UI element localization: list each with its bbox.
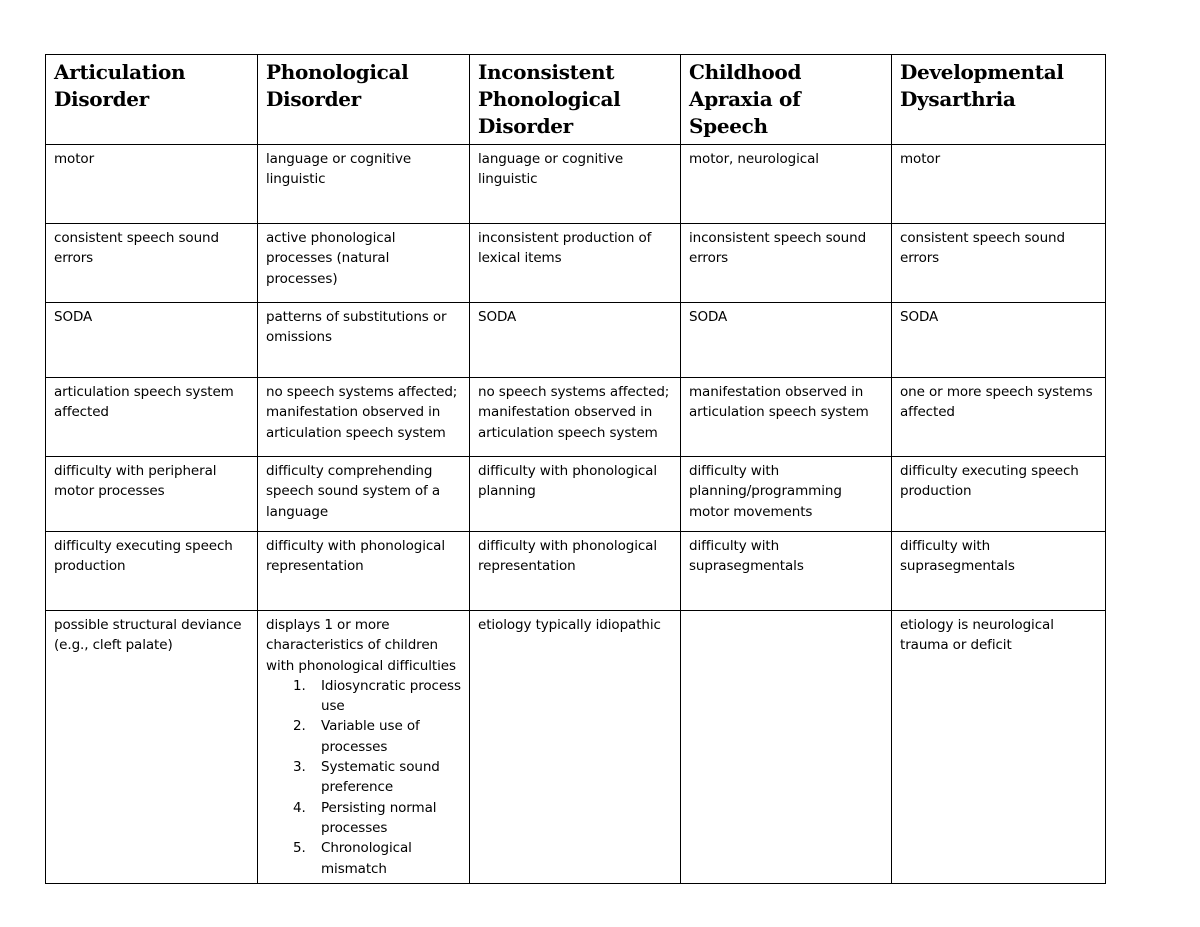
table-cell: active phonological processes (natural processes) [258, 224, 470, 303]
table-row [46, 145, 1106, 224]
table-cell: SODA [470, 303, 681, 378]
list-item-text: Variable use of processes [321, 718, 420, 755]
list-item-number: 3. [293, 759, 306, 776]
table-cell: language or cognitive linguistic [470, 145, 681, 224]
list-item-number: 4. [293, 799, 306, 816]
table-cell: motor [46, 145, 258, 224]
table-cell: difficulty with planning/programming motor movements [681, 457, 892, 532]
table-cell: difficulty executing speech production [892, 457, 1106, 532]
table-cell: motor, neurological [681, 145, 892, 224]
list-item-text: Idiosyncratic process use [321, 677, 461, 715]
header-row [46, 55, 1106, 145]
header-inconsistent-phonological-disorder: Inconsistent Phonological Disorder [470, 55, 681, 145]
table-cell: no speech systems affected; manifestation observed in articulation speech system [258, 378, 470, 457]
table-cell: etiology typically idiopathic [470, 611, 681, 884]
table-row [46, 378, 1106, 457]
header-developmental-dysarthria: Developmental Dysarthria [892, 55, 1106, 145]
table-cell: difficulty with phonological representation [258, 532, 470, 611]
table-cell: inconsistent production of lexical items [470, 224, 681, 303]
table-row [46, 532, 1106, 611]
table-cell: difficulty with peripheral motor processes [46, 457, 258, 532]
table-cell: articulation speech system affected [46, 378, 258, 457]
table-cell: SODA [681, 303, 892, 378]
table-cell: difficulty with phonological representation [470, 532, 681, 611]
table-cell: motor [892, 145, 1106, 224]
table-cell: difficulty with suprasegmentals [892, 532, 1106, 611]
characteristics-list [266, 676, 463, 879]
table-cell: difficulty with suprasegmentals [681, 532, 892, 611]
list-item [293, 757, 463, 798]
table-row [46, 303, 1106, 378]
table-cell: manifestation observed in articulation speech system [681, 378, 892, 457]
table-cell: difficulty executing speech production [46, 532, 258, 611]
table-cell: SODA [46, 303, 258, 378]
table-cell: SODA [892, 303, 1106, 378]
table-cell-with-list [258, 611, 470, 884]
table-cell: difficulty with phonological planning [470, 457, 681, 532]
list-item [293, 676, 463, 717]
table-row [46, 224, 1106, 303]
table-cell: consistent speech sound errors [46, 224, 258, 303]
header-articulation-disorder: Articulation Disorder [46, 55, 258, 145]
list-item-number: 2. [293, 718, 306, 735]
list-item [293, 838, 463, 879]
table-cell: possible structural deviance (e.g., cleft palate) [46, 611, 258, 884]
table-cell [681, 611, 892, 884]
list-item-number: 1. [293, 677, 306, 694]
list-item-text: Persisting normal processes [321, 799, 437, 836]
list-item-text: Systematic sound preference [321, 759, 440, 796]
list-item [293, 798, 463, 839]
list-item [293, 716, 463, 757]
table-cell: inconsistent speech sound errors [681, 224, 892, 303]
table-cell: difficulty comprehending speech sound system of a language [258, 457, 470, 532]
comparison-table [45, 54, 1106, 884]
table-cell: language or cognitive linguistic [258, 145, 470, 224]
list-item-text: Chronological mismatch [321, 840, 412, 877]
table-cell: one or more speech systems affected [892, 378, 1106, 457]
table-cell: etiology is neurological trauma or deficit [892, 611, 1106, 884]
table-row [46, 457, 1106, 532]
table-cell: patterns of substitutions or omissions [258, 303, 470, 378]
table-cell: no speech systems affected; manifestation observed in articulation speech system [470, 378, 681, 457]
header-childhood-apraxia-of-speech: Childhood Apraxia of Speech [681, 55, 892, 145]
table-cell: consistent speech sound errors [892, 224, 1106, 303]
header-phonological-disorder: Phonological Disorder [258, 55, 470, 145]
cell-intro-text: displays 1 or more characteristics of children with phonological difficulties [266, 617, 456, 674]
list-item-number: 5. [293, 840, 306, 857]
table-row [46, 611, 1106, 884]
